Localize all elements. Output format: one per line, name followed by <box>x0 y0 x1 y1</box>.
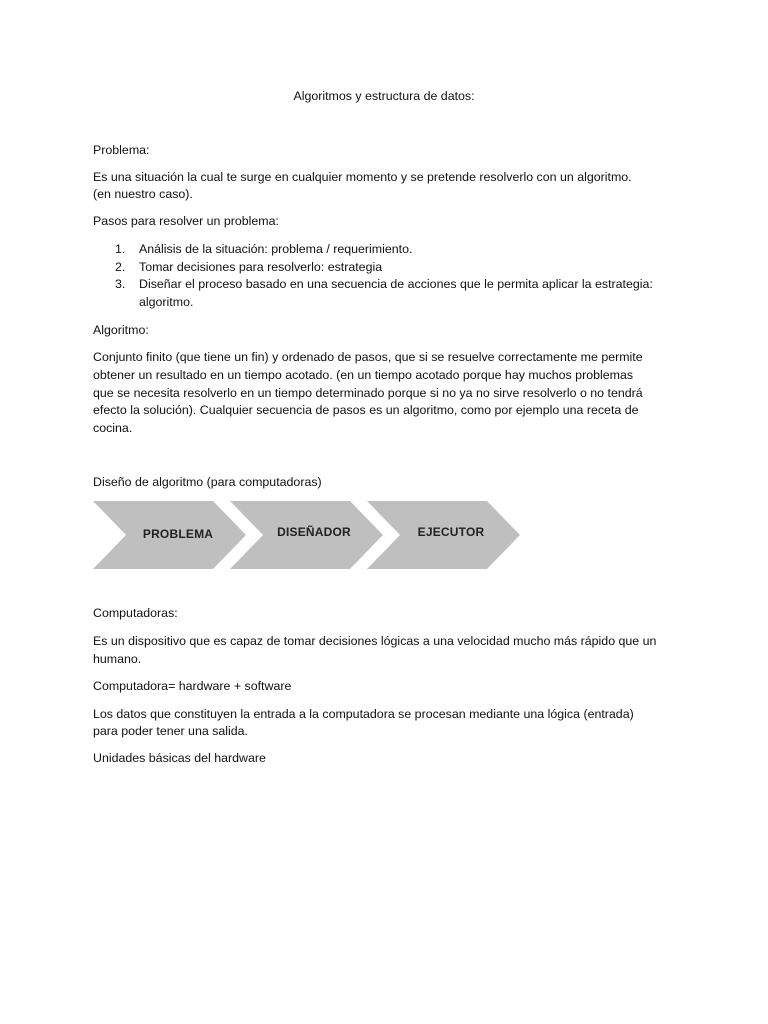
list-item-number: 3. <box>115 277 126 292</box>
document-title: Algoritmos y estructura de datos: <box>293 89 475 103</box>
computadoras-text-line1: Es un dispositivo que es capaz de tomar decisiones lógicas a una velocidad mucho más rápido que un <box>93 634 657 648</box>
list-item <box>93 259 683 277</box>
chevron-label-disenador: DISEÑADOR <box>277 525 351 539</box>
list-item-text: Tomar decisiones para resolverlo: estrategia <box>139 259 383 274</box>
pasos-heading: Pasos para resolver un problema: <box>93 214 279 228</box>
chevron-label-problema: PROBLEMA <box>142 527 214 541</box>
problema-heading: Problema: <box>93 143 150 157</box>
algoritmo-text-line: efecto la solución). Cualquier secuencia de pasos es un algoritmo, como por ejemplo una receta de <box>93 403 639 417</box>
datos-text-line1: Los datos que constituyen la entrada a la computadora se procesan mediante una lógica (entrada) <box>93 707 634 721</box>
algoritmo-text-line: cocina. <box>93 421 133 435</box>
list-item <box>93 276 683 311</box>
list-item-text: Análisis de la situación: problema / requerimiento. <box>139 242 413 256</box>
algoritmo-heading: Algoritmo: <box>93 323 149 337</box>
list-item-text-continued: algoritmo. <box>139 294 194 309</box>
unidades-text: Unidades básicas del hardware <box>93 751 266 765</box>
computadora-equation: Computadora= hardware + software <box>93 679 292 693</box>
list-item-number: 2. <box>115 259 126 274</box>
list-item <box>93 241 683 259</box>
computadoras-text-line2: humano. <box>93 652 142 666</box>
pasos-list <box>93 241 683 311</box>
problema-text-line2: (en nuestro caso). <box>93 187 193 201</box>
diseno-heading: Diseño de algoritmo (para computadoras) <box>93 475 322 489</box>
datos-text-line2: para poder tener una salida. <box>93 724 248 738</box>
algoritmo-text-line: que se necesita resolverlo en un tiempo determinado porque si no ya no sirve resolverlo o no tendrá <box>93 386 643 400</box>
algoritmo-text-line: Conjunto finito (que tiene un fin) y ordenado de pasos, que si se resuelve correctamente me permite <box>93 350 643 364</box>
computadoras-heading: Computadoras: <box>93 606 178 620</box>
list-item-text: Diseñar el proceso basado en una secuencia de acciones que le permita aplicar la estrategia: <box>139 277 653 292</box>
process-diagram <box>93 501 533 569</box>
chevron-label-ejecutor: EJECUTOR <box>417 525 485 539</box>
problema-text-line1: Es una situación la cual te surge en cualquier momento y se pretende resolverlo con un algoritmo. <box>93 170 632 184</box>
algoritmo-text-line: obtener un resultado en un tiempo acotado. (en un tiempo acotado porque hay muchos problemas <box>93 368 634 382</box>
list-item-number: 1. <box>115 242 126 256</box>
